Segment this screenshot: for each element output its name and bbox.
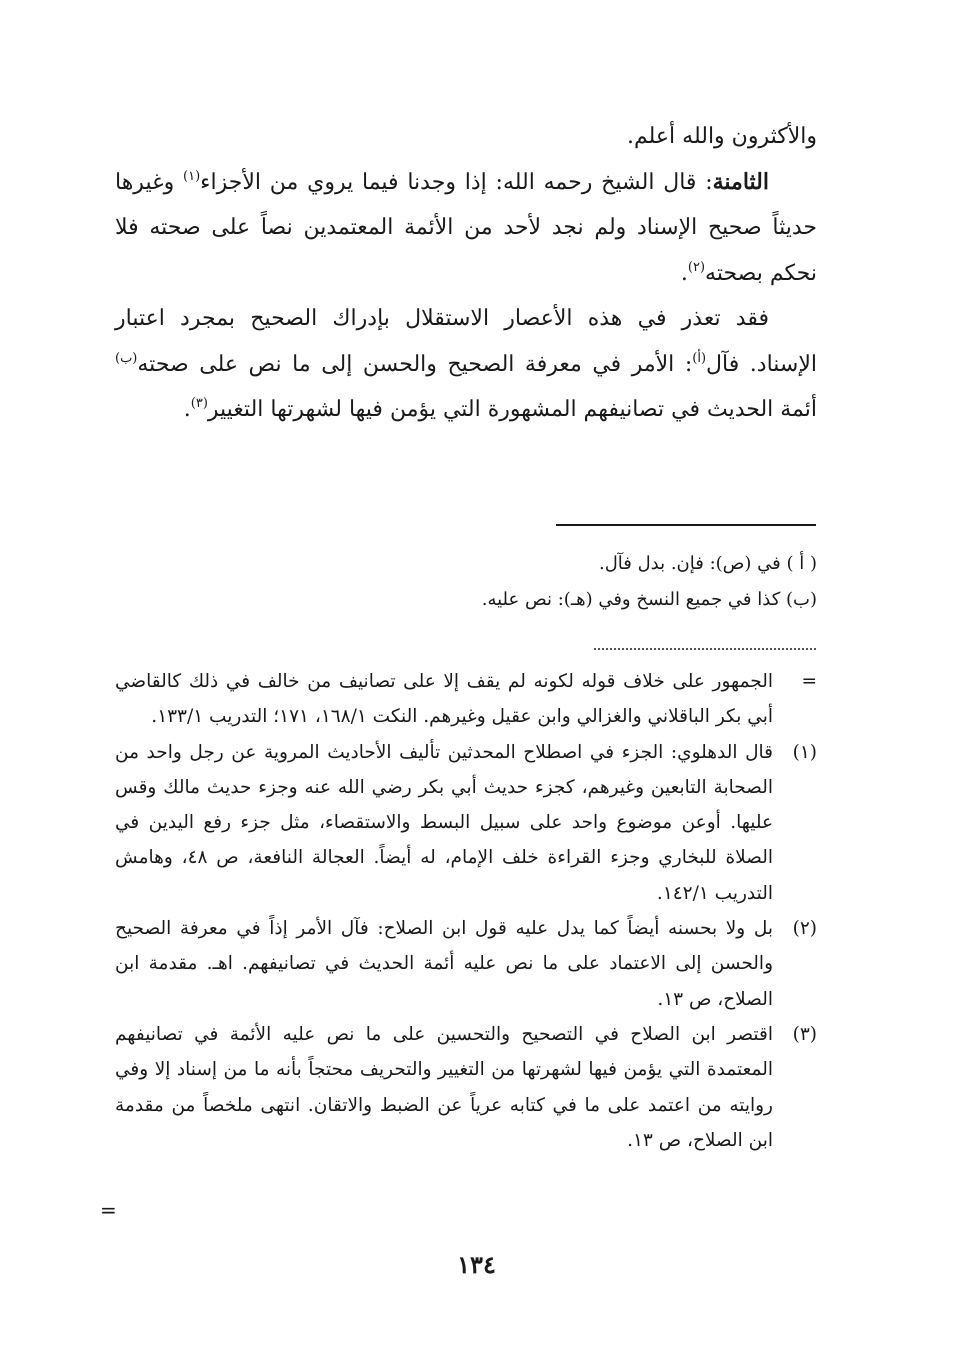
paragraph-2-text-a: : قال الشيخ رحمه الله: إذا وجدنا فيما يروي من الأجزاء (200, 169, 713, 195)
variant-note-b: (ب) كذا في جميع النسخ وفي (هـ): نص عليه. (481, 589, 817, 610)
variant-notes (115, 546, 817, 618)
paragraph-3-text-b: : الأمر في معرفة الصحيح والحسن إلى ما نص على صحته (137, 351, 693, 377)
footnote-text: اقتصر ابن الصلاح في التصحيح والتحسين على ما نص عليه الأئمة في تصانيفهم المعتمدة التي يؤمن فيها لشهرتها من التغيير والتحريف محتجاً بأنه ما من إسناد إلا وفي روايته من اعتمد على ما في كتابه عرياً عن الضبط والاتقان. انتهى ملخصاً من مقدمة ابن الصلاح، ص ١٣. (115, 1023, 773, 1151)
section-heading-word: الثامنة (712, 168, 769, 195)
footnote-3 (115, 1017, 817, 1158)
footnote-text: قال الدهلوي: الجزء في اصطلاح المحدثين تأليف الأحاديث المروية عن رجل واحد من الصحابة التابعين وغيرهم، كجزء حديث أبي بكر رضي الله عنه وجزء حديث مالك وقس عليها. أوعن موضوع واحد على سبيل البسط والاستقصاء، مثل جزء رفع اليدين في الصلاة للبخاري وجزء القراءة خلف الإمام، له أيضاً. العجالة النافعة، ص ٤٨، وهامش التدريب ١٤٢/١. (115, 741, 773, 904)
footnote-text: بل ولا بحسنه أيضاً كما يدل عليه قول ابن الصلاح: فآل الأمر إذاً في معرفة الصحيح والحسن إلى الاعتماد على ما نص عليه أئمة الحديث في تصانيفهم. اهـ. مقدمة ابن الصلاح، ص ١٣. (115, 918, 773, 1010)
footnotes (115, 664, 817, 1158)
continuation-mark: = (100, 1198, 117, 1222)
variant-ref-a[interactable]: (أ) (692, 350, 707, 366)
page-number: ١٣٤ (457, 1250, 496, 1279)
variant-note-a: ( أ ) في (ص): فإن. بدل فآل. (598, 553, 817, 574)
paragraph-3 (115, 296, 817, 433)
footnote-marker: (١) (792, 741, 817, 763)
footnote-ref-2[interactable]: (٢) (687, 259, 706, 275)
paragraph-3-text-c: أئمة الحديث في تصانيفهم المشهورة التي يؤمن فيها لشهرتها التغيير (207, 397, 817, 422)
dotted-separator (594, 648, 816, 650)
footnote-marker: (٢) (792, 918, 817, 940)
paragraph-2-end: . (680, 260, 688, 286)
variant-ref-b[interactable]: (ب) (115, 350, 138, 366)
paragraph-1-text: والأكثرون والله أعلم. (627, 124, 817, 149)
footnote-marker: = (801, 671, 817, 692)
paragraph-2 (115, 160, 817, 297)
footnote-ref-1[interactable]: (١) (183, 168, 201, 184)
footnote-separator (556, 524, 816, 526)
paragraph-2-text-b: وغيرها حديثاً صحيح الإسناد ولم نجد لأحد من الأئمة المعتمدين نصاً على صحته فلا نحكم بصحته (115, 169, 817, 286)
paragraph-3-end: . (183, 397, 191, 422)
footnote-1 (115, 735, 817, 911)
footnote-text: الجمهور على خلاف قوله لكونه لم يقف إلا على تصانيف من خالف في ذلك كالقاضي أبي بكر الباقلاني والغزالي وابن عقيل وغيرهم. النكت ١٦٨/١، ١٧١؛ التدريب ١٣٣/١. (115, 671, 773, 728)
footnote-ref-3[interactable]: (٣) (190, 396, 208, 411)
main-text (115, 114, 817, 433)
footnote-2 (115, 911, 817, 1017)
paragraph-3-text-a: فقد تعذر في هذه الأعصار الاستقلال بإدراك الصحيح بمجرد اعتبار الإسناد. فآل (115, 306, 818, 377)
footnote-continued (115, 664, 817, 735)
footnote-marker: (٣) (792, 1023, 817, 1045)
paragraph-1 (115, 114, 817, 160)
